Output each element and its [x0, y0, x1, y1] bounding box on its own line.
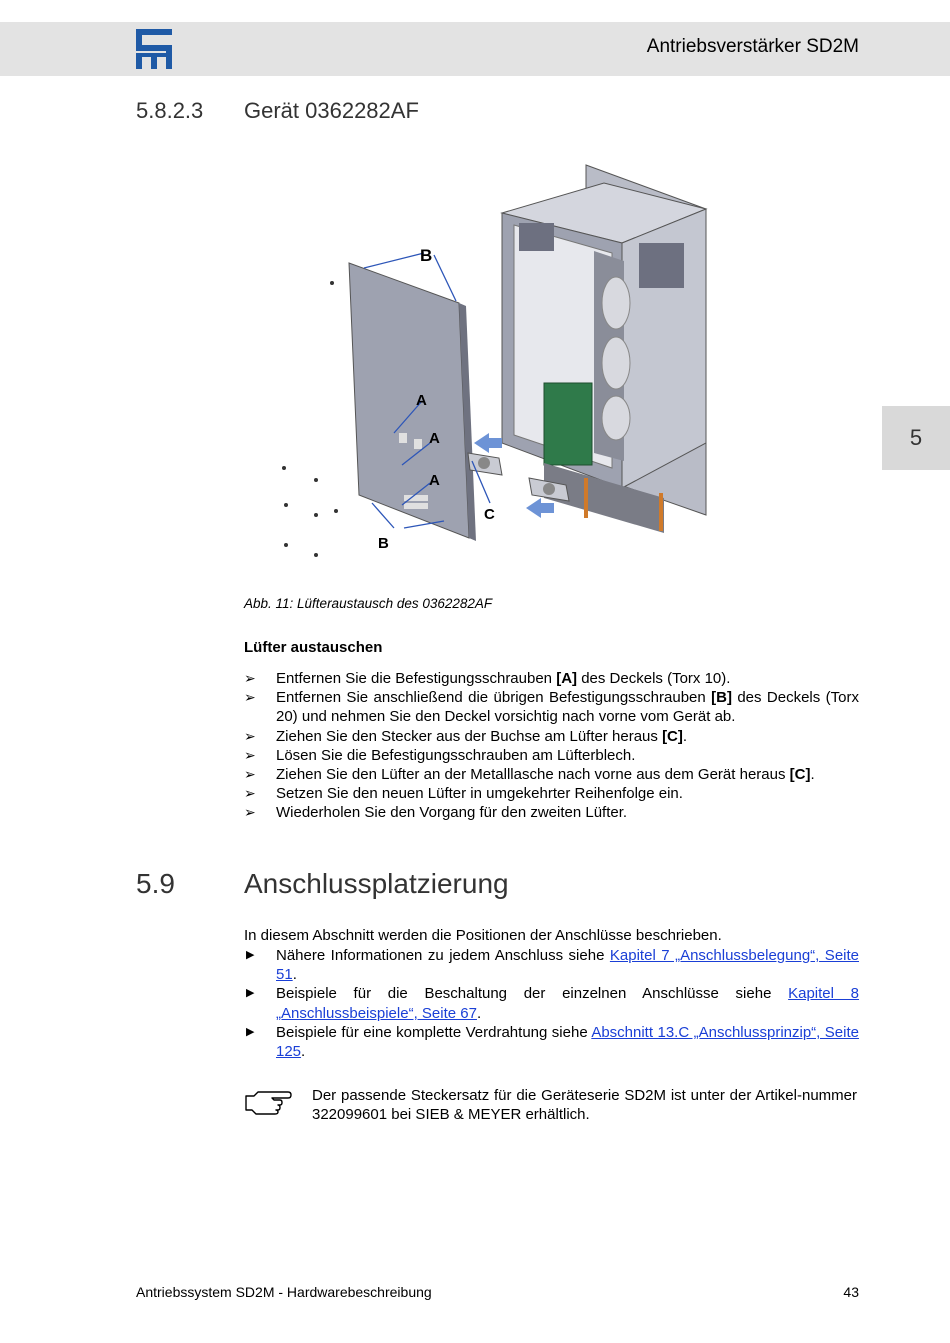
figure-label-c: C	[484, 506, 495, 523]
step-item: ➢ Ziehen Sie den Stecker aus der Buchse am Lüfter heraus [C].	[244, 727, 688, 745]
fan-replace-heading: Lüfter austauschen	[244, 639, 383, 656]
figure-label-b-top: B	[420, 246, 433, 265]
step-item: ➢ Ziehen Sie den Lüfter an der Metalllasche nach vorne aus dem Gerät heraus [C].	[244, 766, 815, 784]
step-arrow-icon: ➢	[244, 804, 256, 821]
chapter-tab: 5	[882, 406, 950, 470]
sieb-meyer-logo	[136, 29, 172, 69]
note-text: Der passende Steckersatz für die Geräteserie SD2M ist unter der Artikel-nummer 322099601 bei SIEB & MEYER erhältlich.	[312, 1087, 857, 1124]
figure-label-a2: A	[429, 430, 440, 447]
link-kapitel-7[interactable]: Kapitel 7 „Anschlussbelegung“, Seite 51	[276, 947, 859, 984]
document-title: Antriebsverstärker SD2M	[646, 36, 859, 57]
cover-plate	[349, 263, 476, 541]
arrow-fan-upper	[474, 433, 502, 453]
step-item: ➢ Setzen Sie den neuen Lüfter in umgekehrter Reihenfolge ein.	[244, 785, 683, 803]
figure-label-b-bottom: B	[378, 535, 389, 552]
fan-replacement-figure	[244, 143, 748, 583]
figure-caption: Abb. 11: Lüfteraustausch des 0362282AF	[244, 596, 493, 611]
section-intro: In diesem Abschnitt werden die Positionen der Anschlüsse beschrieben.	[244, 927, 722, 944]
section-number: 5.8.2.3	[136, 98, 204, 123]
step-arrow-icon: ➢	[244, 670, 256, 686]
reference-list	[244, 946, 859, 1061]
section-title: Gerät 0362282AF	[244, 98, 419, 123]
bullet-triangle-icon: ▶	[246, 1025, 255, 1038]
step-arrow-icon: ➢	[244, 727, 256, 744]
section-title: Anschlussplatzierung	[244, 868, 509, 899]
step-item: ➢ Entfernen Sie anschließend die übrigen Befestigungsschrauben [B] des Deckels (Torx 20) und nehmen Sie den Deckel vorsichtig nach vorne vom Gerät ab.	[244, 689, 859, 726]
pointing-hand-icon	[244, 1088, 292, 1116]
link-kapitel-8[interactable]: Kapitel 8 „Anschlussbeispiele“, Seite 67	[276, 985, 860, 1022]
list-item: ▶ Beispiele für eine komplette Verdrahtung siehe Abschnitt 13.C „Anschlussprinzip“, Seite 125.	[246, 1023, 859, 1061]
page-number: 43	[843, 1284, 859, 1300]
figure-label-a3: A	[429, 472, 440, 489]
list-item: ▶ Beispiele für die Beschaltung der einzelnen Anschlüsse siehe Kapitel 8 „Anschlussbeispiele“, Seite 67.	[246, 985, 860, 1022]
arrow-fan-lower	[526, 498, 554, 518]
step-arrow-icon: ➢	[244, 785, 256, 802]
bullet-triangle-icon: ▶	[246, 949, 255, 961]
bullet-triangle-icon: ▶	[246, 987, 255, 1000]
link-abschnitt-13c[interactable]: Abschnitt 13.C „Anschlussprinzip“, Seite 125	[276, 1023, 859, 1061]
footer-document-name: Antriebssystem SD2M - Hardwarebeschreibung	[136, 1284, 432, 1300]
figure-label-a1: A	[416, 392, 427, 409]
step-item: ➢ Lösen Sie die Befestigungsschrauben am Lüfterblech.	[244, 746, 636, 764]
fan-replace-steps	[244, 669, 859, 823]
section-number: 5.9	[136, 868, 175, 899]
step-arrow-icon: ➢	[244, 746, 256, 763]
step-item: ➢ Entfernen Sie die Befestigungsschrauben [A] des Deckels (Torx 10).	[244, 670, 731, 687]
step-arrow-icon: ➢	[244, 766, 256, 783]
step-item: ➢ Wiederholen Sie den Vorgang für den zweiten Lüfter.	[244, 804, 628, 822]
step-arrow-icon: ➢	[244, 689, 256, 706]
screws	[282, 281, 338, 557]
list-item: ▶ Nähere Informationen zu jedem Anschluss siehe Kapitel 7 „Anschlussbelegung“, Seite 51.	[246, 947, 859, 984]
device-housing	[502, 165, 706, 533]
